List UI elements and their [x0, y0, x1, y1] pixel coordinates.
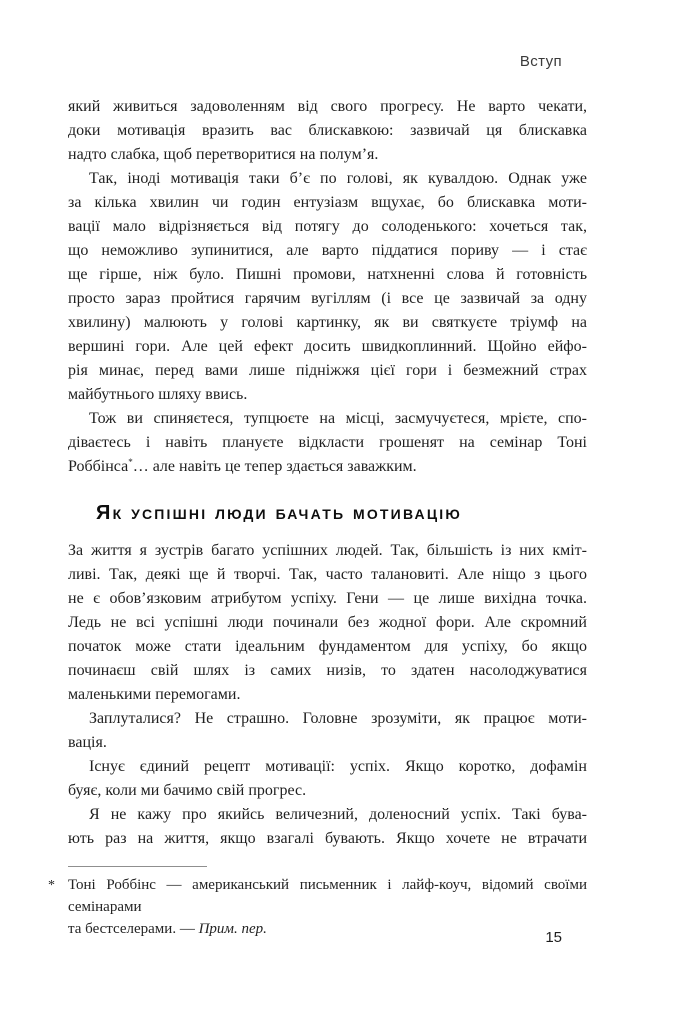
paragraph — [68, 755, 587, 803]
footnote-divider — [68, 866, 207, 867]
text-line: доки мотивація вразить вас блискавкою: зазвичай ця блискавка — [68, 122, 587, 139]
text-line: Заплуталися? Не страшно. Головне зрозуміти, як працює моти- — [89, 710, 587, 727]
text-line: вація. — [68, 734, 107, 751]
text-line: буяє, коли ми бачимо свій прогрес. — [68, 782, 307, 799]
text-line: за кілька хвилин чи годин ентузіазм вщухає, бо блискавка моти- — [68, 194, 587, 211]
footnote — [48, 866, 587, 940]
text-line: Так, іноді мотивація таки б’є по голові, як кувалдою. Однак уже — [89, 170, 587, 187]
text-line: Я не кажу про якийсь величезний, доленосний успіх. Такі бува- — [89, 806, 587, 823]
text-line: початок може стати ідеальним фундаментом для успіху, бо якщо — [68, 638, 587, 655]
paragraph — [68, 167, 587, 407]
paragraph — [68, 707, 587, 755]
text-line: рія минає, перед вами лише підніжжя цієї гори і безмежний страх — [68, 362, 587, 379]
text-line: Тож ви спиняєтеся, тупцюєте на місці, засмучуєтеся, мрієте, спо- — [89, 410, 587, 427]
running-head: Вступ — [519, 53, 562, 70]
text-line: не є обов’язковим атрибутом успіху. Гени — це лише вихідна точка. — [68, 590, 587, 607]
section-paragraphs — [68, 539, 587, 851]
paragraph — [68, 407, 587, 479]
paragraph — [68, 95, 587, 167]
paragraph — [68, 803, 587, 851]
text-line: ють раз на життя, якщо взагалі бувають. Якщо хочете не втрачати — [68, 830, 587, 847]
page-number: 15 — [545, 929, 562, 946]
text-line: маленькими перемогами. — [68, 686, 241, 703]
footnote-marker: * — [48, 878, 55, 893]
text-line: діваєтесь і навіть плануєте відкласти грошенят на семінар Тоні — [68, 434, 587, 451]
text-line: вації мало відрізняється від потягу до солоденького: хочеться так, — [68, 218, 587, 235]
text-line: ще гірше, ніж було. Пишні промови, натхненні слова й готовність — [68, 266, 587, 283]
text-line: який живиться задоволенням від свого прогресу. Не варто чекати, — [68, 98, 587, 115]
text-line: ливі. Так, деякі ще й творчі. Так, часто талановиті. Але ніщо з цього — [68, 566, 587, 583]
text-line: Тоні Роббінс — американський письменник і лайф-коуч, відомий своїми семінарами — [68, 877, 587, 915]
footnote-text — [68, 874, 587, 940]
intro-paragraphs — [68, 95, 587, 479]
text-line: майбутнього шляху ввись. — [68, 386, 248, 403]
text-line: просто зараз пройтися гарячим вугіллям (і все це зазвичай за одну — [68, 290, 587, 307]
text-line: що неможливо зупинитися, але варто піддатися пориву — і стає — [68, 242, 587, 259]
text-line: Існує єдиний рецепт мотивації: успіх. Якщо коротко, дофамін — [89, 758, 587, 775]
text-line: Ледь не всі успішні люди починали без жодної фори. Але скромний — [68, 614, 587, 631]
text-line: починаєш свій шлях із самих низів, то здатен насолоджуватися — [68, 662, 587, 679]
text-line: За життя я зустрів багато успішних людей. Так, більшість із них кміт- — [68, 542, 587, 559]
text-line: вершині гори. Але цей ефект досить швидкоплинний. Щойно ейфо- — [68, 338, 587, 355]
footnote-reference-asterisk: * — [128, 457, 133, 467]
text-line: та бестселерами. — Прим. пер. — [68, 921, 267, 937]
body-text — [68, 95, 587, 851]
text-line: Роббінса*… але навіть це тепер здається заважким. — [68, 457, 417, 475]
paragraph — [68, 539, 587, 707]
italic-text: Прим. пер. — [198, 921, 267, 937]
text-line: надто слабка, щоб перетворитися на полум’я. — [68, 146, 379, 163]
text-line: хвилину) малюють у голові картинку, як ви святкуєте тріумф на — [68, 314, 587, 331]
section-heading: Як успішні люди бачать мотивацію — [96, 502, 463, 524]
